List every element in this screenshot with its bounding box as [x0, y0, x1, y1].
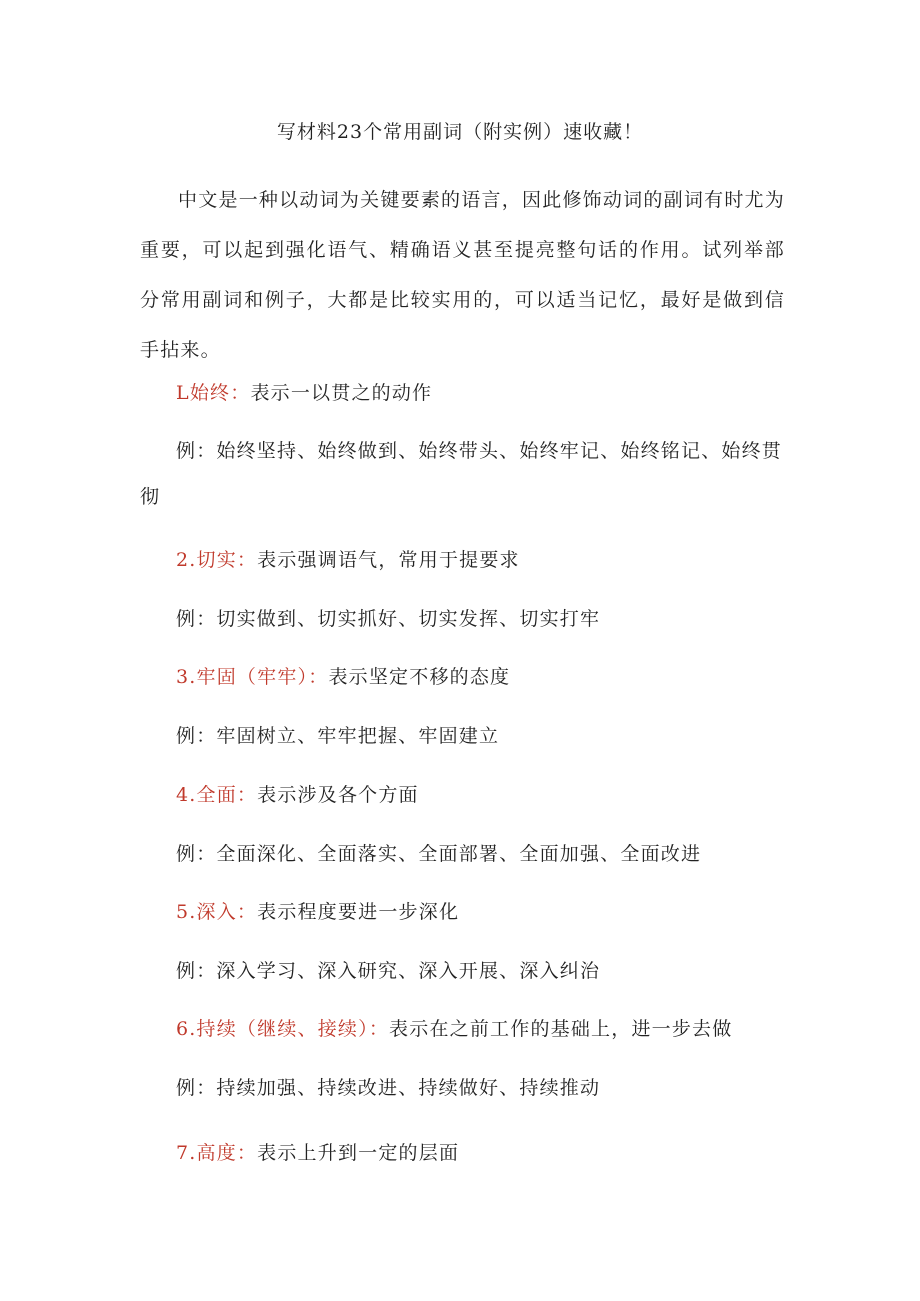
item-heading [140, 1138, 790, 1168]
item-description: 表示一以贯之的动作 [250, 382, 433, 404]
item-example [140, 839, 790, 869]
item-number: 7 [176, 1142, 190, 1164]
item-term: .牢固（牢牢）： [189, 666, 329, 688]
item-heading [140, 897, 790, 927]
page-title: 写材料23个常用副词（附实例）速收藏！ [276, 121, 644, 143]
item-example [140, 721, 790, 751]
item-term: .深入： [189, 901, 258, 923]
item-heading [140, 662, 790, 692]
item-description: 表示程度要进一步深化 [257, 901, 460, 923]
item-number: 3 [176, 666, 190, 688]
item-description: 表示强调语气，常用于提要求 [257, 549, 520, 571]
item-description: 表示涉及各个方面 [257, 784, 419, 806]
item-example-text: 例：全面深化、全面落实、全面部署、全面加强、全面改进 [176, 843, 702, 865]
item-heading [140, 378, 790, 408]
item-example [140, 1073, 790, 1103]
item-term: .切实： [189, 549, 258, 571]
item-term: .高度： [189, 1142, 258, 1164]
intro-paragraph: 中文是一种以动词为关键要素的语言，因此修饰动词的副词有时尤为重要，可以起到强化语气、精确语义甚至提亮整句话的作用。试列举部分常用副词和例子，大都是比较实用的，可以适当记忆，最好是做到信手拈来。 [140, 189, 785, 361]
item-number: L [176, 382, 190, 404]
item-example-text: 例：持续加强、持续改进、持续做好、持续推动 [176, 1077, 601, 1099]
item-number: 6 [176, 1018, 190, 1040]
item-example-text: 例：深入学习、深入研究、深入开展、深入纠治 [176, 960, 601, 982]
item-term: .全面： [189, 784, 258, 806]
item-term: 始终： [189, 382, 251, 404]
item-description: 表示坚定不移的态度 [328, 666, 511, 688]
item-example-text: 例：牢固树立、牢牢把握、牢固建立 [176, 725, 500, 747]
item-number: 5 [176, 901, 190, 923]
item-example [140, 956, 790, 986]
item-term: .持续（继续、接续）： [189, 1018, 390, 1040]
item-example [140, 604, 790, 634]
item-heading [140, 1014, 790, 1044]
item-number: 2 [176, 549, 190, 571]
item-example: 例：始终坚持、始终做到、始终带头、始终牢记、始终铭记、始终贯彻 [140, 440, 783, 508]
item-example-text: 例：切实做到、切实抓好、切实发挥、切实打牢 [176, 608, 601, 630]
item-number: 4 [176, 784, 190, 806]
item-description: 表示上升到一定的层面 [257, 1142, 460, 1164]
item-heading [140, 545, 790, 575]
item-description: 表示在之前工作的基础上，进一步去做 [389, 1018, 733, 1040]
item-heading [140, 780, 790, 810]
